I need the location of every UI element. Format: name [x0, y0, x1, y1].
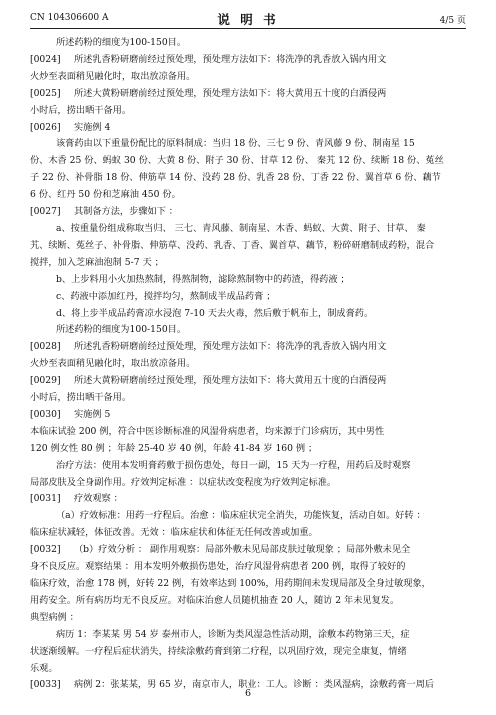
line-text: 临床症状减轻，体征改善。无效 ：临床症状和体征无任何改善或加重。: [30, 527, 318, 539]
paragraph-line: [30, 35, 466, 52]
document-body: [30, 35, 466, 694]
paragraph-line: [30, 306, 466, 323]
line-text: 所述药粉的细度为100-150目。: [56, 37, 187, 48]
paragraph-line-numbered: [30, 491, 466, 508]
paragraph-line: [30, 627, 466, 644]
paragraph-line: [30, 390, 466, 407]
paragraph-number: [0026]: [30, 121, 61, 133]
paragraph-line-numbered: [30, 373, 466, 390]
line-text: 用药安全。所有病历均无不良反应。对临床治愈人员随机抽查 20 人，随访 2 年未见复发。: [30, 594, 400, 606]
paragraph-line: [30, 238, 466, 255]
paragraph-line: [30, 255, 466, 272]
paragraph-line: [30, 221, 466, 238]
line-text: 病历 1：李某某 男 54 岁 泰州市人，诊断为类风湿急性活动期，涂敷本药物第三天，症: [56, 628, 410, 640]
paragraph-line: [30, 661, 466, 678]
paragraph-line: [30, 356, 466, 373]
paragraph-line: [30, 136, 466, 153]
line-text: 6 份、红丹 50 份和芝麻油 450 份。: [30, 189, 181, 201]
paragraph-line: [30, 170, 466, 187]
paragraph-line-numbered: [30, 204, 466, 221]
line-text: 火炒至表面稍见融化时，取出放凉备用。: [30, 70, 196, 82]
paragraph-line: [30, 644, 466, 661]
paragraph-number: [0029]: [30, 375, 61, 387]
paragraph-line-numbered: [30, 407, 466, 424]
line-text: 小时后，捞出晒干备用。: [30, 392, 132, 404]
line-text: （a）疗效标准：用药一疗程后。治愈 ：临床症状完全消失，功能恢复，活动自如。好转 ：: [56, 510, 426, 522]
page-indicator: 4/5 页: [439, 16, 466, 26]
paragraph-number: [0032]: [30, 544, 61, 556]
doc-number: CN 104306600 A: [30, 13, 109, 23]
doc-title: 说 明 书: [217, 12, 279, 27]
paragraph-number: [0033]: [30, 679, 61, 691]
line-text: 病例 2：张某某，男 65 岁，南京市人，职业：工人。诊断 ：类风湿病，涂敷药膏一周后: [74, 679, 434, 691]
line-text: c、药液中添加红丹，搅拌均匀，熬制成半成品药膏 ；: [56, 290, 276, 302]
line-text: 艽、续断、菟丝子、补骨脂、伸筋草、没药、乳香、丁香、翼首草、藕节，粉碎研磨制成药粉，混合: [30, 239, 435, 251]
paragraph-line: [30, 576, 466, 593]
paragraph-line: [30, 187, 466, 204]
paragraph-line-numbered: [30, 86, 466, 103]
line-text: 疗效观察 ：: [74, 493, 123, 505]
paragraph-line: [30, 153, 466, 170]
line-text: 状逐渐缓解。一疗程后症状消失，持续涂敷药膏到第二疗程，以巩固疗效，现完全康复，情绪: [30, 645, 407, 657]
paragraph-line: [30, 289, 466, 306]
line-text: 所述大黄粉研磨前经过预处理，预处理方法如下：将大黄用五十度的白酒侵两: [74, 375, 387, 387]
paragraph-line: [30, 593, 466, 610]
line-text: 乐观。: [30, 662, 58, 674]
paragraph-line: [30, 69, 466, 86]
line-text: 搅拌，加入芝麻油泡制 5-7 天 ；: [30, 256, 164, 268]
line-text: b、上步料用小火加热熬制，得熬制物，滤除熬制物中的药渣，得药液 ；: [56, 273, 350, 285]
line-text: d、将上步半成品药膏凉水浸泡 7-10 天去火毒，然后敷于帆布上，制成膏药。: [56, 307, 374, 319]
paragraph-number: [0025]: [30, 87, 61, 99]
line-text: 小时后，捞出晒干备用。: [30, 104, 132, 116]
line-text: 份、木香 25 份、蚂蚁 30 份、大黄 8 份、附子 30 份、甘草 12 份、 秦艽 12 份、续断 18 份、菟丝: [30, 155, 444, 167]
line-text: 局部皮肤及全身副作用。疗效判定标准 ：以症状改变程度为疗效判定标准。: [30, 476, 337, 488]
paragraph-line: [30, 424, 466, 441]
line-text: 典型病例 ：: [30, 611, 79, 623]
header-rule: [30, 28, 466, 29]
line-text: 所述乳香粉研磨前经过预处理，预处理方法如下：将洗净的乳香放入锅内用文: [74, 341, 387, 353]
line-text: 所述乳香粉研磨前经过预处理，预处理方法如下：将洗净的乳香放入锅内用文: [74, 53, 387, 65]
line-text: 临床疗效，治愈 178 例，好转 22 例，有效率达到 100%，用药期间未发现局部及全身过敏现象，: [30, 578, 431, 589]
line-text: 实施例 4: [74, 121, 111, 133]
line-text: 实施例 5: [74, 408, 111, 420]
paragraph-line: [30, 610, 466, 627]
paragraph-number: [0024]: [30, 53, 61, 65]
line-text: 所述药粉的细度为100-150目。: [56, 324, 187, 336]
paragraph-number: [0028]: [30, 341, 61, 353]
line-text: 治疗方法：使用本发明膏药敷于损伤患处，每日一副，15 天为一疗程，用药后及时观察: [56, 459, 411, 471]
line-text: 火炒至表面稍见融化时，取出放凉备用。: [30, 358, 196, 370]
paragraph-line: [30, 103, 466, 120]
paragraph-line-numbered: [30, 120, 466, 137]
line-text: a、按重量份组成称取当归、 三七、青风藤、制南星、木香、蚂蚁、大黄、附子、甘草、 秦: [56, 222, 426, 234]
line-text: 其制备方法，步骤如下 ：: [74, 206, 178, 218]
paragraph-line-numbered: [30, 52, 466, 69]
paragraph-line: [30, 525, 466, 542]
paragraph-line: [30, 441, 466, 458]
paragraph-line: [30, 508, 466, 525]
paragraph-number: [0031]: [30, 493, 61, 505]
paragraph-line: [30, 322, 466, 339]
paragraph-number: [0027]: [30, 206, 61, 218]
line-text: 本临床试验 200 例，符合中医诊断标准的风湿骨病患者，均来源于门诊病历，其中男性: [30, 425, 385, 437]
line-text: 子 22 份、补骨脂 18 份、伸筋草 14 份、没药 28 份、乳香 28 份、丁香 22 份、翼首草 6 份、藕节: [30, 172, 441, 184]
paragraph-number: [0030]: [30, 408, 61, 420]
line-text: 身不良反应。观察结果 ：用本发明外敷损伤患处，治疗风湿骨病患者 200 例，取得了较好的: [30, 561, 406, 573]
paragraph-line: [30, 475, 466, 492]
line-text: 所述大黄粉研磨前经过预处理，预处理方法如下：将大黄用五十度的白酒侵两: [74, 87, 387, 99]
line-text: 120 例女性 80 例 ；年龄 25-40 岁 40 例，年龄 41-84 岁 160 例 ；: [30, 442, 318, 454]
page-number: 6: [244, 688, 252, 699]
line-text: （b）疗效分析 ： 副作用观察：局部外敷未见局部皮肤过敏现象 ；局部外敷未见全: [74, 544, 411, 556]
paragraph-line-numbered: [30, 542, 466, 559]
line-text: 该膏药由以下重量份配比的原料制成：当归 18 份、三七 9 份、青风藤 9 份、制南星 15: [56, 138, 415, 150]
paragraph-line: [30, 559, 466, 576]
page-header: [30, 10, 466, 28]
paragraph-line: [30, 272, 466, 289]
paragraph-line: [30, 458, 466, 475]
paragraph-line-numbered: [30, 339, 466, 356]
